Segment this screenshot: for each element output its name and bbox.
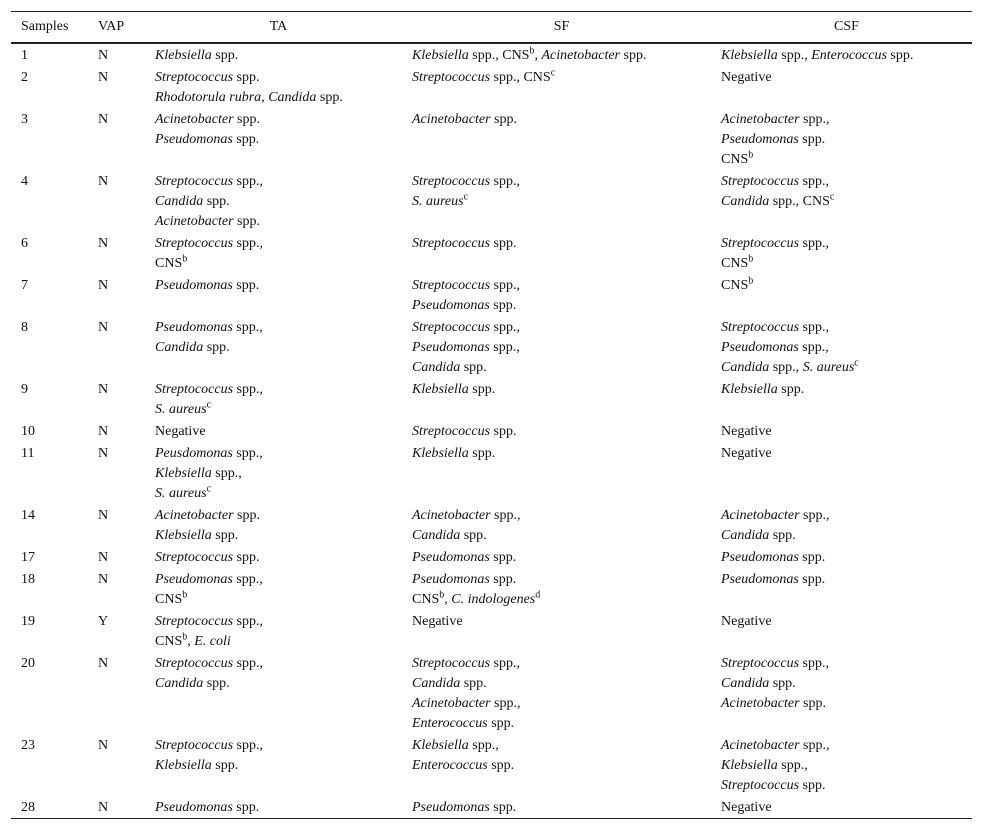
ta-line: Streptococcus spp., bbox=[155, 614, 263, 629]
organism-name: Streptococcus bbox=[155, 174, 234, 189]
footnote-marker: c bbox=[463, 191, 469, 203]
organism-name: Streptococcus bbox=[155, 656, 234, 671]
cell-ta bbox=[145, 734, 402, 796]
sf-line: Acinetobacter spp. bbox=[412, 112, 517, 127]
csf-line: Klebsiella spp., Enterococcus spp. bbox=[721, 48, 914, 63]
csf-line: Candida spp., CNS$^c$ bbox=[721, 191, 835, 209]
cell-sf bbox=[402, 610, 711, 652]
cell-sample: 11 bbox=[21, 446, 35, 461]
footnote-marker: b bbox=[439, 589, 445, 601]
header-ta: TA bbox=[269, 19, 288, 34]
organism-name: Pseudomonas bbox=[412, 550, 490, 565]
cell-csf bbox=[711, 504, 972, 546]
sf-line: Klebsiella spp. bbox=[412, 382, 496, 397]
organism-name: Klebsiella bbox=[721, 758, 778, 773]
header-vap: VAP bbox=[98, 19, 125, 34]
csf-line: CNS$^b$ bbox=[721, 275, 754, 293]
csf-line: Pseudomonas spp. bbox=[721, 550, 826, 565]
organism-name: Pseudomonas bbox=[155, 800, 233, 815]
organism-name: Acinetobacter bbox=[155, 214, 234, 229]
organism-name: Streptococcus bbox=[412, 656, 491, 671]
organism-name: Klebsiella bbox=[155, 466, 212, 481]
cell-vap: Y bbox=[98, 614, 109, 629]
organism-name: Streptococcus bbox=[721, 320, 800, 335]
footnote-marker: b bbox=[529, 45, 535, 57]
cell-sf bbox=[402, 652, 711, 734]
ta-line: Streptococcus spp. bbox=[155, 70, 260, 85]
cell-csf bbox=[711, 232, 972, 274]
sf-line: Klebsiella spp., bbox=[412, 738, 499, 753]
cell-ta bbox=[145, 796, 402, 819]
organism-name: Acinetobacter bbox=[412, 508, 491, 523]
ta-line bbox=[155, 484, 402, 504]
cell-sf bbox=[402, 420, 711, 442]
organism-name: Pseudomonas bbox=[412, 298, 490, 313]
organism-name: Streptococcus bbox=[155, 382, 234, 397]
ta-line: CNS$^b$ bbox=[155, 589, 188, 607]
organism-name: Klebsiella bbox=[155, 48, 212, 63]
organism-name: Acinetobacter bbox=[721, 696, 800, 711]
organism-name: S. aureus bbox=[155, 486, 207, 501]
organism-name: Klebsiella bbox=[412, 446, 469, 461]
organism-name: Streptococcus bbox=[412, 70, 491, 85]
organism-name: Streptococcus bbox=[412, 174, 491, 189]
sf-line: Candida spp. bbox=[412, 360, 487, 375]
sf-line: Pseudomonas spp. bbox=[412, 298, 517, 313]
organism-name: Streptococcus bbox=[155, 70, 234, 85]
cell-csf bbox=[711, 108, 972, 170]
csf-line: Candida spp. bbox=[721, 528, 796, 543]
cell-sample: 8 bbox=[21, 320, 28, 335]
organism-name: Candida bbox=[721, 528, 770, 543]
organism-name: Streptococcus bbox=[155, 614, 234, 629]
organism-name: C. indologenes bbox=[451, 592, 536, 607]
table-row bbox=[11, 796, 972, 819]
cell-ta bbox=[145, 568, 402, 610]
ta-line: Acinetobacter spp. bbox=[155, 508, 260, 523]
cell-sample: 10 bbox=[21, 424, 35, 439]
cell-vap: N bbox=[98, 656, 109, 671]
sf-line: Streptococcus spp., bbox=[412, 174, 520, 189]
cell-sf bbox=[402, 43, 711, 66]
cell-vap: N bbox=[98, 320, 109, 335]
cell-csf bbox=[711, 568, 972, 610]
cell-sf bbox=[402, 316, 711, 378]
organism-name: Streptococcus bbox=[721, 656, 800, 671]
csf-line: Negative bbox=[721, 800, 772, 815]
cell-vap: N bbox=[98, 424, 109, 439]
organism-name: Candida bbox=[268, 90, 317, 105]
organism-name: Klebsiella bbox=[412, 382, 469, 397]
sf-line: Enterococcus spp. bbox=[412, 758, 515, 773]
ta-line: Acinetobacter spp. bbox=[155, 214, 260, 229]
cell-ta bbox=[145, 442, 402, 504]
cell-sample: 6 bbox=[21, 236, 28, 251]
sf-line: Pseudomonas spp. bbox=[412, 572, 517, 587]
cell-sample: 17 bbox=[21, 550, 35, 565]
csf-line: Negative bbox=[721, 446, 772, 461]
cell-vap: N bbox=[98, 508, 109, 523]
sf-line: Streptococcus spp. bbox=[412, 424, 517, 439]
sf-line: Streptococcus spp., bbox=[412, 656, 520, 671]
csf-line: Negative bbox=[721, 424, 772, 439]
ta-line: CNS$^b$ bbox=[155, 253, 188, 271]
ta-line: Peusdomonas spp., bbox=[155, 446, 263, 461]
sf-line: Candida spp. bbox=[412, 528, 487, 543]
cell-csf bbox=[711, 274, 972, 316]
csf-line: Acinetobacter spp., bbox=[721, 112, 830, 127]
organism-name: Enterococcus bbox=[412, 758, 488, 773]
csf-line: Acinetobacter spp., bbox=[721, 508, 830, 523]
sf-line bbox=[412, 192, 711, 212]
ta-line: Pseudomonas spp. bbox=[155, 800, 260, 815]
cell-ta bbox=[145, 66, 402, 108]
cell-ta bbox=[145, 610, 402, 652]
cell-sample: 19 bbox=[21, 614, 35, 629]
cell-vap: N bbox=[98, 572, 109, 587]
cell-sample: 23 bbox=[21, 738, 35, 753]
organism-name: Streptococcus bbox=[412, 320, 491, 335]
organism-name: Streptococcus bbox=[721, 236, 800, 251]
organism-name: Rhodotorula rubra bbox=[155, 90, 262, 105]
csf-line: Negative bbox=[721, 614, 772, 629]
csf-line: Streptococcus spp. bbox=[721, 778, 826, 793]
cell-ta bbox=[145, 504, 402, 546]
cell-sf bbox=[402, 232, 711, 274]
organism-name: Klebsiella bbox=[155, 758, 212, 773]
footnote-marker: b bbox=[748, 275, 754, 287]
table-header bbox=[11, 12, 972, 44]
csf-line: Streptococcus spp., bbox=[721, 174, 829, 189]
sf-line: Streptococcus spp., bbox=[412, 320, 520, 335]
ta-line: Klebsiella spp., bbox=[155, 466, 242, 481]
cell-vap: N bbox=[98, 70, 109, 85]
header-samples: Samples bbox=[21, 19, 69, 34]
table-row bbox=[11, 546, 972, 568]
cell-vap: N bbox=[98, 48, 109, 63]
csf-line: Pseudomonas spp. bbox=[721, 132, 826, 147]
organism-name: Klebsiella bbox=[412, 738, 469, 753]
organism-name: Acinetobacter bbox=[412, 112, 491, 127]
cell-csf bbox=[711, 316, 972, 378]
cell-sample: 3 bbox=[21, 112, 28, 127]
ta-line: Candida spp. bbox=[155, 194, 230, 209]
cell-csf bbox=[711, 442, 972, 504]
footnote-marker: b bbox=[748, 149, 754, 161]
csf-line: Candida spp., S. aureus$^c$ bbox=[721, 357, 859, 375]
cell-ta bbox=[145, 546, 402, 568]
organism-name: Klebsiella bbox=[721, 48, 778, 63]
ta-line: Klebsiella spp. bbox=[155, 528, 239, 543]
csf-line: Pseudomonas spp. bbox=[721, 572, 826, 587]
cell-ta bbox=[145, 420, 402, 442]
csf-line: CNS$^b$ bbox=[721, 253, 754, 271]
ta-line: Candida spp. bbox=[155, 340, 230, 355]
organism-name: Enterococcus bbox=[811, 48, 887, 63]
organism-name: Pseudomonas bbox=[721, 340, 799, 355]
csf-line: Acinetobacter spp. bbox=[721, 696, 826, 711]
footnote-marker: c bbox=[550, 67, 556, 79]
culture-results-table bbox=[11, 11, 972, 819]
cell-csf bbox=[711, 378, 972, 420]
cell-sf bbox=[402, 568, 711, 610]
cell-sample: 20 bbox=[21, 656, 35, 671]
sf-line: CNS$^b$, C. indologenes$^d$ bbox=[412, 589, 541, 607]
organism-name: E. coli bbox=[194, 634, 231, 649]
organism-name: Streptococcus bbox=[155, 550, 234, 565]
ta-line: Streptococcus spp., bbox=[155, 382, 263, 397]
cell-ta bbox=[145, 43, 402, 66]
cell-csf bbox=[711, 43, 972, 66]
ta-line bbox=[155, 400, 402, 420]
csf-line: Klebsiella spp., bbox=[721, 758, 808, 773]
sf-line: Streptococcus spp., bbox=[412, 278, 520, 293]
cell-vap: N bbox=[98, 800, 109, 815]
table-row bbox=[11, 316, 972, 378]
organism-name: Streptococcus bbox=[412, 278, 491, 293]
organism-name: Candida bbox=[412, 528, 461, 543]
ta-line: Negative bbox=[155, 424, 206, 439]
csf-line: Candida spp. bbox=[721, 676, 796, 691]
ta-line: Pseudomonas spp., bbox=[155, 320, 263, 335]
organism-name: Streptococcus bbox=[155, 236, 234, 251]
organism-name: Pseudomonas bbox=[155, 132, 233, 147]
cell-sample: 4 bbox=[21, 174, 28, 189]
cell-sf bbox=[402, 170, 711, 232]
organism-name: Acinetobacter bbox=[412, 696, 491, 711]
csf-line: Streptococcus spp., bbox=[721, 236, 829, 251]
table-row bbox=[11, 274, 972, 316]
organism-name: Acinetobacter bbox=[541, 48, 620, 63]
ta-line: Pseudomonas spp., bbox=[155, 572, 263, 587]
organism-name: Candida bbox=[721, 676, 770, 691]
ta-line: Streptococcus spp. bbox=[155, 550, 260, 565]
ta-line: CNS$^b$, E. coli bbox=[155, 631, 231, 649]
organism-name: Klebsiella bbox=[155, 528, 212, 543]
cell-csf bbox=[711, 610, 972, 652]
cell-sf bbox=[402, 796, 711, 819]
organism-name: Streptococcus bbox=[412, 424, 491, 439]
sf-line: Enterococcus spp. bbox=[412, 716, 515, 731]
table-body bbox=[11, 43, 972, 819]
organism-name: Pseudomonas bbox=[155, 572, 233, 587]
organism-name: Pseudomonas bbox=[721, 572, 799, 587]
organism-name: Pseudomonas bbox=[412, 800, 490, 815]
organism-name: Candida bbox=[155, 194, 204, 209]
organism-name: Pseudomonas bbox=[721, 132, 799, 147]
organism-name: Klebsiella bbox=[412, 48, 469, 63]
cell-vap: N bbox=[98, 550, 109, 565]
organism-name: S. aureus bbox=[412, 194, 464, 209]
cell-sf bbox=[402, 546, 711, 568]
organism-name: Acinetobacter bbox=[721, 112, 800, 127]
organism-name: Candida bbox=[721, 360, 770, 375]
cell-vap: N bbox=[98, 446, 109, 461]
table-row bbox=[11, 442, 972, 504]
table-row bbox=[11, 504, 972, 546]
ta-line: Pseudomonas spp. bbox=[155, 132, 260, 147]
cell-vap: N bbox=[98, 382, 109, 397]
sf-line: Acinetobacter spp., bbox=[412, 508, 521, 523]
organism-name: Pseudomonas bbox=[412, 572, 490, 587]
header-csf: CSF bbox=[834, 19, 859, 34]
table-row bbox=[11, 420, 972, 442]
organism-name: Candida bbox=[412, 676, 461, 691]
csf-line: Streptococcus spp., bbox=[721, 656, 829, 671]
organism-name: Acinetobacter bbox=[155, 112, 234, 127]
sf-line: Negative bbox=[412, 614, 463, 629]
footnote-marker: c bbox=[206, 399, 212, 411]
organism-name: Streptococcus bbox=[721, 778, 800, 793]
table-row bbox=[11, 652, 972, 734]
organism-name: Pseudomonas bbox=[721, 550, 799, 565]
footnote-marker: c bbox=[829, 191, 835, 203]
cell-ta bbox=[145, 274, 402, 316]
cell-vap: N bbox=[98, 738, 109, 753]
organism-name: Streptococcus bbox=[412, 236, 491, 251]
organism-name: S. aureus bbox=[155, 402, 207, 417]
cell-ta bbox=[145, 108, 402, 170]
csf-line: Klebsiella spp. bbox=[721, 382, 805, 397]
cell-sample: 7 bbox=[21, 278, 28, 293]
ta-line: Klebsiella spp. bbox=[155, 758, 239, 773]
organism-name: Acinetobacter bbox=[721, 508, 800, 523]
table-row bbox=[11, 108, 972, 170]
cell-ta bbox=[145, 378, 402, 420]
table-row bbox=[11, 43, 972, 66]
organism-name: Pseudomonas bbox=[155, 278, 233, 293]
cell-sf bbox=[402, 378, 711, 420]
ta-line: Candida spp. bbox=[155, 676, 230, 691]
cell-sf bbox=[402, 734, 711, 796]
organism-name: Candida bbox=[155, 340, 204, 355]
table-row bbox=[11, 378, 972, 420]
ta-line: Streptococcus spp., bbox=[155, 174, 263, 189]
table-row bbox=[11, 734, 972, 796]
cell-sample: 14 bbox=[21, 508, 35, 523]
organism-name: Peusdomonas bbox=[155, 446, 233, 461]
table-row bbox=[11, 66, 972, 108]
cell-sf bbox=[402, 442, 711, 504]
sf-line: Klebsiella spp. bbox=[412, 446, 496, 461]
organism-name: Acinetobacter bbox=[721, 738, 800, 753]
cell-ta bbox=[145, 316, 402, 378]
table-row bbox=[11, 232, 972, 274]
cell-vap: N bbox=[98, 112, 109, 127]
cell-csf bbox=[711, 420, 972, 442]
ta-line: Pseudomonas spp. bbox=[155, 278, 260, 293]
cell-sf bbox=[402, 504, 711, 546]
sf-line: Streptococcus spp. bbox=[412, 236, 517, 251]
cell-csf bbox=[711, 66, 972, 108]
footnote-marker: c bbox=[206, 483, 212, 495]
cell-csf bbox=[711, 546, 972, 568]
ta-line: Streptococcus spp., bbox=[155, 738, 263, 753]
organism-name: Candida bbox=[412, 360, 461, 375]
organism-name: Pseudomonas bbox=[412, 340, 490, 355]
cell-ta bbox=[145, 652, 402, 734]
organism-name: Klebsiella bbox=[721, 382, 778, 397]
cell-sample: 2 bbox=[21, 70, 28, 85]
cell-ta bbox=[145, 170, 402, 232]
ta-line: Rhodotorula rubra, Candida spp. bbox=[155, 90, 343, 105]
table-row bbox=[11, 568, 972, 610]
footnote-marker: b bbox=[182, 589, 188, 601]
csf-line: Negative bbox=[721, 70, 772, 85]
footnote-marker: d bbox=[535, 589, 541, 601]
organism-name: S. aureus bbox=[802, 360, 855, 375]
cell-sample: 18 bbox=[21, 572, 35, 587]
cell-csf bbox=[711, 170, 972, 232]
ta-line: Streptococcus spp., bbox=[155, 236, 263, 251]
cell-sf bbox=[402, 274, 711, 316]
table-row bbox=[11, 610, 972, 652]
cell-vap: N bbox=[98, 236, 109, 251]
cell-csf bbox=[711, 734, 972, 796]
footnote-marker: c bbox=[854, 357, 859, 369]
cell-csf bbox=[711, 796, 972, 819]
sf-line: Klebsiella spp., CNS$^b$, Acinetobacter spp. bbox=[412, 45, 647, 63]
ta-line: Streptococcus spp., bbox=[155, 656, 263, 671]
cell-sample: 28 bbox=[21, 800, 35, 815]
csf-line: CNS$^b$ bbox=[721, 149, 754, 167]
csf-line: Acinetobacter spp., bbox=[721, 738, 830, 753]
sf-line: Streptococcus spp., CNS$^c$ bbox=[412, 67, 556, 85]
cell-sf bbox=[402, 66, 711, 108]
cell-vap: N bbox=[98, 174, 109, 189]
organism-name: Streptococcus bbox=[155, 738, 234, 753]
footnote-marker: b bbox=[748, 253, 754, 265]
ta-line: Klebsiella spp. bbox=[155, 48, 239, 63]
csf-line: Pseudomonas spp., bbox=[721, 340, 829, 355]
header-row bbox=[11, 12, 972, 44]
csf-line: Streptococcus spp., bbox=[721, 320, 829, 335]
cell-sf bbox=[402, 108, 711, 170]
sf-line: Pseudomonas spp., bbox=[412, 340, 520, 355]
cell-sample: 9 bbox=[21, 382, 28, 397]
cell-sample: 1 bbox=[21, 48, 28, 63]
sf-line: Acinetobacter spp., bbox=[412, 696, 521, 711]
footnote-marker: b bbox=[182, 631, 188, 643]
ta-line: Acinetobacter spp. bbox=[155, 112, 260, 127]
cell-csf bbox=[711, 652, 972, 734]
organism-name: Acinetobacter bbox=[155, 508, 234, 523]
cell-vap: N bbox=[98, 278, 109, 293]
organism-name: Enterococcus bbox=[412, 716, 488, 731]
sf-line: Pseudomonas spp. bbox=[412, 550, 517, 565]
organism-name: Candida bbox=[155, 676, 204, 691]
organism-name: Candida bbox=[721, 194, 770, 209]
organism-name: Pseudomonas bbox=[155, 320, 233, 335]
sf-line: Pseudomonas spp. bbox=[412, 800, 517, 815]
sf-line: Candida spp. bbox=[412, 676, 487, 691]
header-sf: SF bbox=[553, 19, 570, 34]
organism-name: Streptococcus bbox=[721, 174, 800, 189]
table-row bbox=[11, 170, 972, 232]
cell-ta bbox=[145, 232, 402, 274]
footnote-marker: b bbox=[182, 253, 188, 265]
